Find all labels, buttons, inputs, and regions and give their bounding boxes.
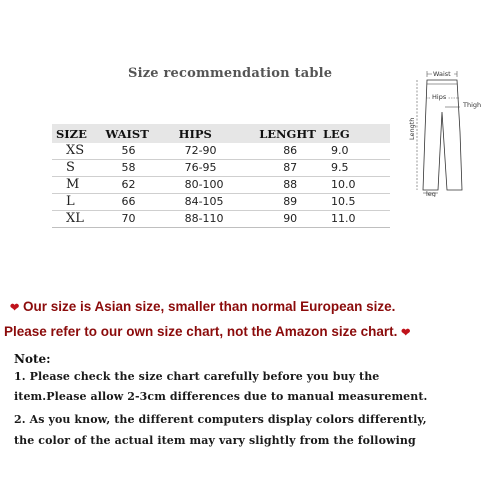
table-header-row <box>52 124 390 143</box>
cell-hips: 76-95 <box>184 161 217 174</box>
cell-length: 87 <box>283 161 298 174</box>
column-header-size: SIZE <box>52 124 105 143</box>
cell-leg: 9.5 <box>330 161 349 174</box>
pants-measurement-diagram <box>405 62 490 197</box>
heart-icon: ❤ <box>10 302 20 314</box>
column-header-hips: HIPS <box>179 124 260 143</box>
table-row <box>52 160 390 177</box>
cell-length: 86 <box>283 144 298 157</box>
cell-length: 89 <box>283 195 298 208</box>
cell-length: 88 <box>283 178 298 191</box>
table-row <box>52 177 390 194</box>
cell-hips: 84-105 <box>184 195 224 208</box>
cell-hips: 80-100 <box>184 178 224 191</box>
table-row <box>52 211 390 228</box>
cell-hips: 72-90 <box>184 144 217 157</box>
heart-icon: ❤ <box>401 327 411 339</box>
note-heading: Note: <box>14 352 51 366</box>
cell-leg: 11.0 <box>330 212 356 225</box>
cell-waist: 70 <box>121 212 136 225</box>
cell-waist: 66 <box>121 195 136 208</box>
table-row <box>52 143 390 160</box>
table-title: Size recommendation table <box>128 66 333 81</box>
cell-waist: 62 <box>121 178 136 191</box>
thigh-label: Thigh <box>463 101 482 109</box>
cell-leg: 9.0 <box>330 144 349 157</box>
length-label: Length <box>408 117 416 140</box>
cell-size: XL <box>66 211 84 226</box>
asian-size-notice <box>10 299 395 314</box>
cell-leg: 10.0 <box>330 178 356 191</box>
cell-waist: 58 <box>121 161 136 174</box>
note-line: 1. Please check the size chart carefully before you buy the <box>14 370 380 383</box>
note-line: the color of the actual item may vary slightly from the following <box>14 434 416 447</box>
cell-size: S <box>66 160 75 175</box>
size-chart-notice <box>4 324 410 339</box>
table-row <box>52 194 390 211</box>
cell-hips: 88-110 <box>184 212 224 225</box>
size-chart-text: Please refer to our own size chart, not the Amazon size chart. <box>4 324 398 339</box>
cell-size: XS <box>66 143 85 158</box>
column-header-leg: LEG <box>323 124 390 143</box>
cell-waist: 56 <box>121 144 136 157</box>
cell-size: L <box>66 194 75 209</box>
size-chart-table <box>52 124 390 228</box>
column-header-length: LENGHT <box>259 124 323 143</box>
hips-label: Hips <box>432 93 447 101</box>
leg-label: leg <box>426 190 436 197</box>
cell-size: M <box>66 177 80 192</box>
note-line: item.Please allow 2-3cm differences due to manual measurement. <box>14 390 428 403</box>
cell-leg: 10.5 <box>330 195 356 208</box>
waist-label: Waist <box>433 70 451 78</box>
cell-length: 90 <box>283 212 298 225</box>
column-header-waist: WAIST <box>105 124 178 143</box>
asian-size-text: Our size is Asian size, smaller than normal European size. <box>22 299 396 314</box>
note-line: 2. As you know, the different computers display colors differently, <box>14 413 427 426</box>
